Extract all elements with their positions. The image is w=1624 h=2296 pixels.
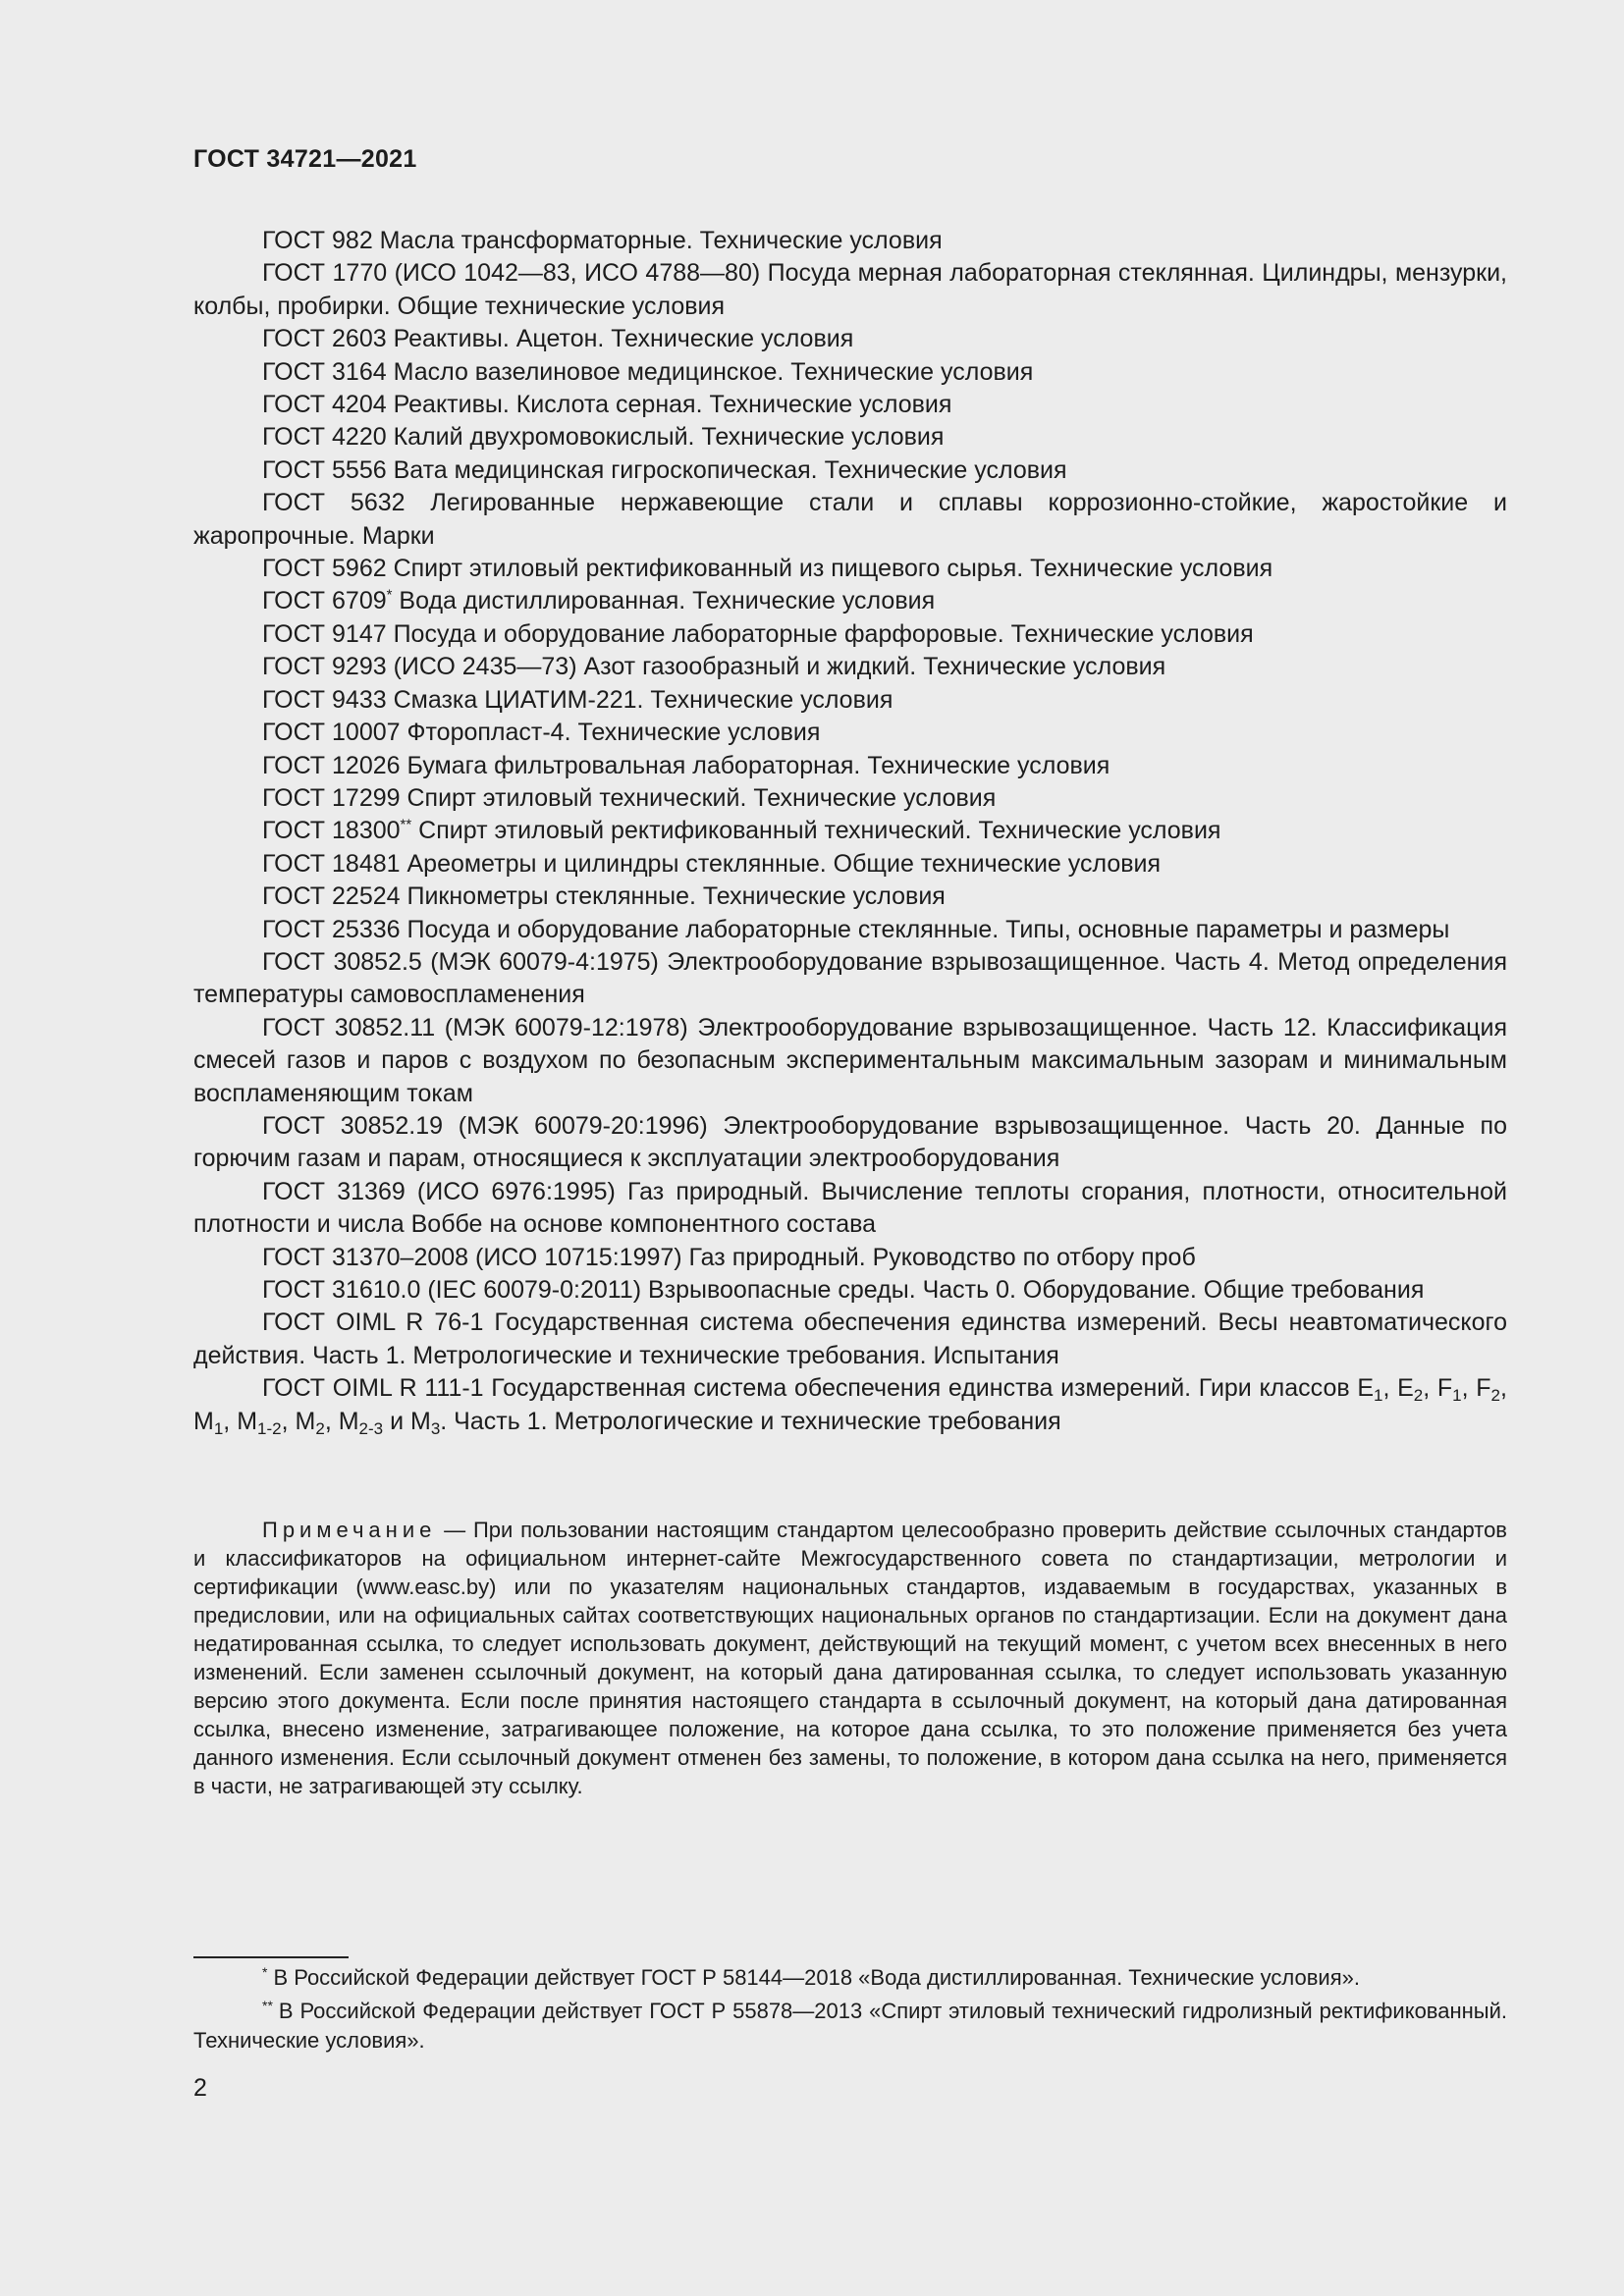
reference-item: ГОСТ 9433 Смазка ЦИАТИМ-221. Технические условия — [262, 685, 893, 714]
reference-item: ГОСТ 2603 Реактивы. Ацетон. Технические условия — [262, 325, 854, 353]
reference-item: ГОСТ 18481 Ареометры и цилиндры стеклянные. Общие технические условия — [262, 849, 1162, 878]
weight-class-separator: , — [1500, 1374, 1507, 1403]
reference-item: ГОСТ 30852.5 (МЭК 60079-4:1975) Электрооборудование взрывозащищенное. Часть 4. Метод определения температуры самовоспламенения — [193, 947, 1507, 1009]
weight-class-5 — [193, 1407, 238, 1438]
weight-class-letter: M — [409, 1407, 431, 1435]
reference-item: ГОСТ 22524 Пикнометры стеклянные. Технические условия — [262, 882, 946, 911]
reference-title: Спирт этиловый ректификованный технический. Технические условия — [411, 817, 1221, 845]
reference-code: ГОСТ 18300 — [262, 817, 401, 845]
weight-class-1 — [1357, 1374, 1398, 1406]
weight-class-8 — [338, 1407, 410, 1438]
reference-item: ГОСТ 5556 Вата медицинская гигроскопическая. Технические условия — [262, 455, 1067, 484]
reference-item: ГОСТ 4220 Калий двухромовокислый. Технические условия — [262, 423, 945, 452]
weight-class-9 — [409, 1407, 441, 1438]
reference-item: ГОСТ 30852.11 (МЭК 60079-12:1978) Электрооборудование взрывозащищенное. Часть 12. Классификация смесей газов и паров с воздухом по безопасным экспериментальным максимальным зазорам и минимальным воспламеняющим токам — [193, 1013, 1507, 1107]
reference-code: ГОСТ 6709 — [262, 587, 387, 615]
weight-class-letter: M — [237, 1407, 258, 1435]
weight-class-letter: F — [1436, 1374, 1453, 1403]
normative-references-list — [193, 225, 1507, 1438]
reference-item: ГОСТ 25336 Посуда и оборудование лабораторные стеклянные. Типы, основные параметры и размеры — [262, 915, 1450, 943]
weight-class-separator: , — [1423, 1374, 1437, 1403]
weight-class-letter: F — [1476, 1374, 1491, 1403]
reference-item: ГОСТ 9293 (ИСО 2435—73) Азот газообразный и жидкий. Технические условия — [262, 653, 1166, 681]
reference-item: ГОСТ 3164 Масло вазелиновое медицинское. Технические условия — [262, 357, 1034, 386]
weight-class-index: 2-3 — [358, 1418, 384, 1438]
weight-class-2 — [1397, 1374, 1437, 1406]
weight-class-separator: , — [1461, 1374, 1477, 1403]
reference-item: ГОСТ 1770 (ИСО 1042—83, ИСО 4788—80) Посуда мерная лабораторная стеклянная. Цилиндры, мензурки, колбы, пробирки. Общие технические условия — [193, 259, 1507, 320]
weight-class-letter: M — [193, 1407, 214, 1435]
footnote-mark: * — [386, 587, 393, 605]
note-text: — При пользовании настоящим стандартом целесообразно проверить действие ссылочных стандартов и классификаторов на официальном интернет-сайте Межгосударственного совета по стандартизации, метрологии и сертификации (www.easc.by) или по указателям национальных стандартов, издаваемым в государствах, указанных в предисловии, или на официальных сайтах соответствующих национальных органов по стандартизации. Если на документ дана недатированная ссылка, то следует использовать документ, действующий на текущий момент, с учетом всех внесенных в него изменений. Если заменен ссылочный документ, на который дана датированная ссылка, то следует использовать указанную версию этого документа. Если после принятия настоящего стандарта в ссылочный документ, на который дана датированная ссылка, внесено изменение, затрагивающее положение, на которое дана ссылка, то это положение применяется без учета данного изменения. Если ссылочный документ отменен без замены, то положение, в котором дана ссылка на него, применяется в части, не затрагивающей эту ссылку. — [193, 1518, 1507, 1798]
weight-class-letter: M — [338, 1407, 359, 1435]
reference-item: ГОСТ 4204 Реактивы. Кислота серная. Технические условия — [262, 391, 952, 419]
weight-class-index: 3 — [430, 1418, 441, 1438]
weight-class-separator: , — [223, 1407, 238, 1435]
weight-class-separator: , — [324, 1407, 339, 1435]
reference-item-with-footnote — [193, 815, 1507, 847]
weight-class-index: 1 — [1374, 1386, 1383, 1406]
reference-item: ГОСТ 5962 Спирт этиловый ректификованный из пищевого сырья. Технические условия — [262, 555, 1273, 583]
weight-class-separator: , — [1382, 1374, 1398, 1403]
weight-class-index: 1 — [1452, 1386, 1462, 1406]
footnote-divider — [193, 1956, 349, 1958]
weight-class-index: 2 — [1413, 1386, 1424, 1406]
weight-class-6 — [237, 1407, 296, 1438]
footnote-mark: * — [262, 1963, 268, 1980]
reference-item: ГОСТ 12026 Бумага фильтровальная лабораторная. Технические условия — [262, 751, 1110, 779]
weight-class-index: 1 — [213, 1418, 224, 1438]
weight-class-letter: E — [1357, 1374, 1374, 1403]
weight-class-separator: и — [383, 1407, 410, 1435]
footnote-1 — [193, 1963, 1507, 1993]
note-label: Примечание — [262, 1518, 437, 1542]
weight-class-3 — [1436, 1374, 1477, 1406]
weight-class-letter: E — [1397, 1374, 1414, 1403]
reference-item: ГОСТ 9147 Посуда и оборудование лабораторные фарфоровые. Технические условия — [262, 619, 1254, 648]
document-header: ГОСТ 34721—2021 — [193, 145, 417, 173]
reference-item: ГОСТ 10007 Фторопласт-4. Технические условия — [262, 719, 821, 747]
weight-class-index: 1-2 — [257, 1418, 282, 1438]
reference-item: ГОСТ 5632 Легированные нержавеющие стали и сплавы коррозионно-стойкие, жаростойкие и жаропрочные. Марки — [193, 489, 1507, 550]
reference-item: ГОСТ 31369 (ИСО 6976:1995) Газ природный. Вычисление теплоты сгорания, плотности, относительной плотности и числа Воббе на основе компонентного состава — [193, 1177, 1507, 1239]
reference-item-with-footnote — [193, 585, 1507, 617]
footnote-mark: ** — [400, 816, 412, 833]
reference-item: ГОСТ 30852.19 (МЭК 60079-20:1996) Электрооборудование взрывозащищенное. Часть 20. Данные по горючим газам и парам, относящиеся к эксплуатации электрооборудования — [193, 1111, 1507, 1173]
footnote-text: В Российской Федерации действует ГОСТ Р 58144—2018 «Вода дистиллированная. Технические условия». — [273, 1965, 1360, 1990]
reference-tail-text: . Часть 1. Метрологические и технические требования — [440, 1407, 1061, 1435]
footnotes — [193, 1963, 1507, 2059]
weight-class-index: 2 — [1490, 1386, 1501, 1406]
note-paragraph — [193, 1516, 1507, 1800]
weight-class-4 — [1476, 1374, 1507, 1406]
reference-title: Вода дистиллированная. Технические условия — [392, 587, 936, 615]
weight-class-separator: , — [281, 1407, 296, 1435]
reference-lead-text: ГОСТ OIML R 111-1 Государственная система обеспечения единства измерений. Гири классов — [262, 1374, 1358, 1403]
reference-item: ГОСТ 982 Масла трансформаторные. Технические условия — [262, 227, 943, 254]
weight-class-index: 2 — [315, 1418, 325, 1438]
page-number: 2 — [193, 2074, 207, 2102]
footnote-2 — [193, 1997, 1507, 2056]
reference-item: ГОСТ 31610.0 (IEC 60079-0:2011) Взрывоопасные среды. Часть 0. Оборудование. Общие требования — [262, 1276, 1425, 1304]
reference-item: ГОСТ OIML R 76-1 Государственная система обеспечения единства измерений. Весы неавтоматического действия. Часть 1. Метрологические и технические требования. Испытания — [193, 1308, 1507, 1369]
weight-class-7 — [295, 1407, 339, 1438]
footnote-mark: ** — [262, 1997, 273, 2013]
reference-item: ГОСТ 31370–2008 (ИСО 10715:1997) Газ природный. Руководство по отбору проб — [262, 1243, 1196, 1271]
footnote-text: В Российской Федерации действует ГОСТ Р 55878—2013 «Спирт этиловый технический гидролизный ректификованный. Технические условия». — [193, 1999, 1507, 2053]
weight-class-letter: M — [295, 1407, 316, 1435]
reference-item-weight-classes — [193, 1372, 1507, 1438]
reference-item: ГОСТ 17299 Спирт этиловый технический. Технические условия — [262, 783, 997, 812]
